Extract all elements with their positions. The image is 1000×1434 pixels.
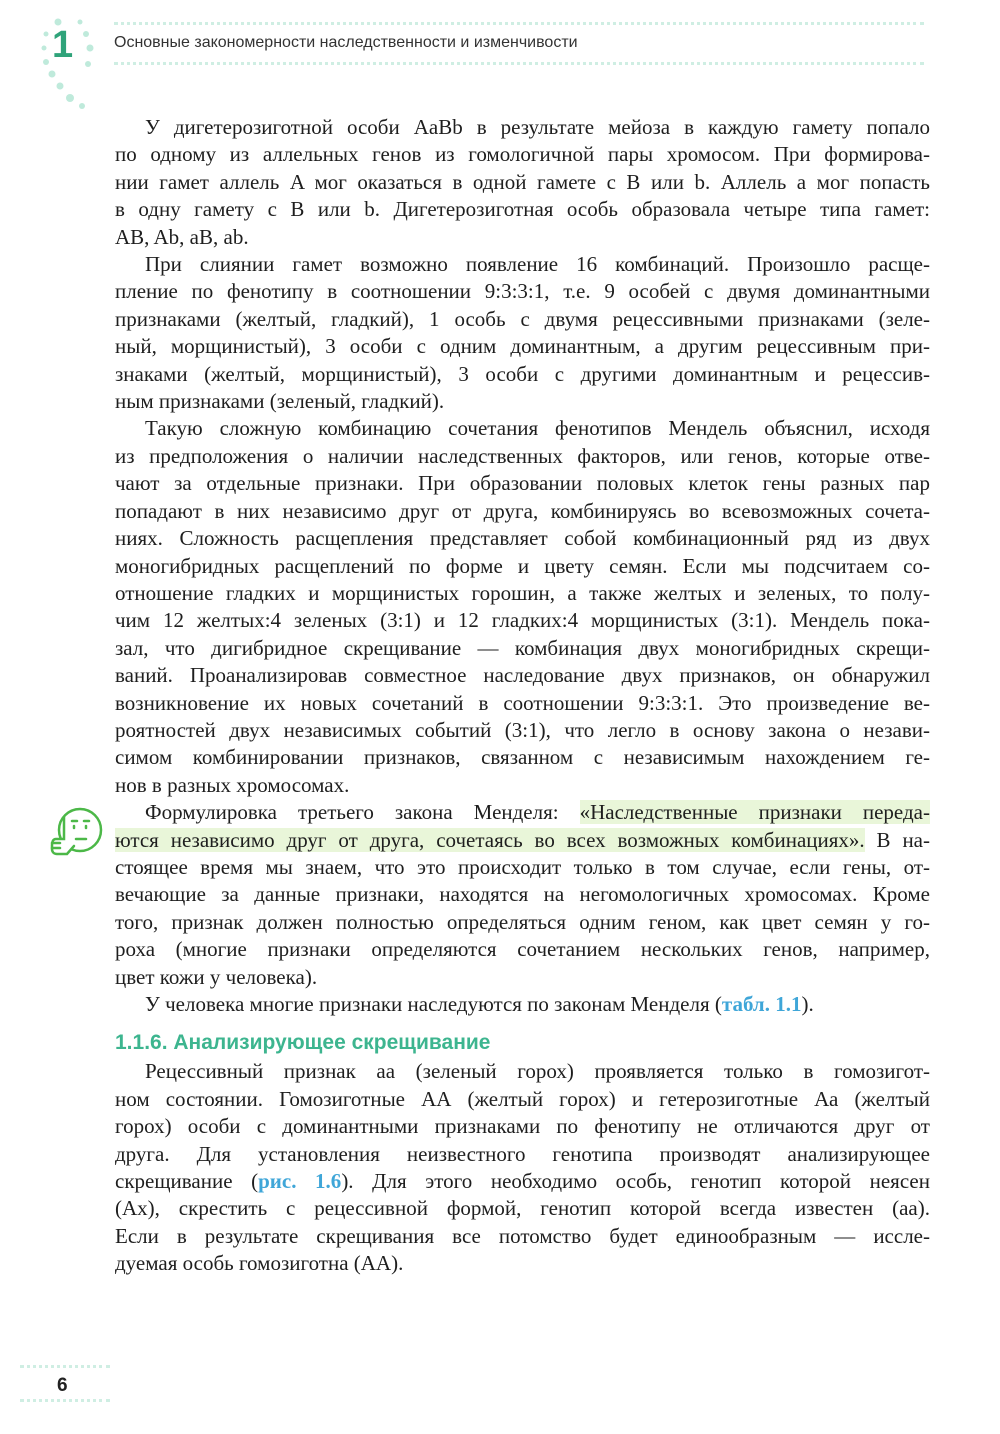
text-line: роха (многие признаки определяются сочетанием нескольких генов, например, [115, 937, 930, 962]
cross-reference-link[interactable]: рис. 1.6 [258, 1169, 342, 1194]
text-line [115, 799, 930, 826]
section-paragraphs [115, 1058, 930, 1277]
thinking-face-icon [46, 805, 104, 857]
highlighted-law-text: «Наследственные признаки переда- [579, 800, 930, 825]
section-heading: 1.1.6. Анализирующее скрещивание [115, 1031, 491, 1055]
text-line: Такую сложную комбинацию сочетания фенотипов Мендель объяснил, исходя [145, 416, 930, 441]
paragraphs [115, 114, 930, 1018]
paragraph [115, 251, 930, 415]
header-rule-bottom [114, 62, 924, 65]
text-segment: скрещивание ( [115, 1169, 259, 1194]
cross-reference-link[interactable]: табл. 1.1 [721, 992, 802, 1016]
text-line [115, 1168, 930, 1195]
text-line: горох) особи с доминантными признаками по фенотипу не отличаются друг от [115, 1114, 930, 1139]
text-line: моногибридных расщеплений по форме и цвету семян. Если мы подсчитаем со- [115, 553, 930, 578]
text-line: Если в результате скрещивания все потомство будет единообразным — иссле- [115, 1223, 930, 1248]
chapter-number: 1 [52, 24, 74, 66]
footer-rule-top [20, 1365, 110, 1368]
text-line: роятностей двух независимых событий (3:1), что легло в основу закона о незави- [115, 717, 930, 742]
text-line: попадают в них независимо друг от друга, комбинируясь во всевозможных сочета- [115, 498, 930, 523]
text-line: ниях. Сложность расщепления представляет собой комбинационный ряд из двух [115, 526, 930, 551]
text-line: цвет кожи у человека). [115, 964, 318, 989]
text-line: нии гамет аллель A мог оказаться в одной гамете с B или b. Аллель a мог попасть [115, 169, 930, 194]
text-line: признаками (желтый, гладкий), 1 особь с двумя рецессивными признаками (зеле- [115, 306, 930, 331]
text-line: знаками (желтый, морщинистый), 3 особи с другими доминантным и рецессив- [115, 361, 930, 386]
text-line: дуемая особь гомозиготна (АА). [115, 1251, 404, 1276]
paragraph [115, 1058, 930, 1277]
text-line: ваний. Проанализировав совместное наследование двух признаков, он обнаружил [115, 663, 930, 688]
text-line: по одному из аллельных генов из гомологичной пары хромосом. При формирова- [115, 142, 930, 167]
text-line: того, признак должен полностью определяться одним геном, как цвет семян у го- [115, 909, 930, 934]
text-line: ным признаками (зеленый, гладкий). [115, 389, 445, 414]
text-line: ный, морщинистый), 3 особи с одним доминантным, а другим рецессивным при- [115, 334, 930, 359]
header-rule-top [114, 22, 924, 25]
footer-rule-bottom [20, 1399, 110, 1402]
text-line: (Ах), скрестить с рецессивной формой, генотип которой всегда известен (аа). [115, 1196, 930, 1221]
text-line: стоящее время мы знаем, что это происходит только в том случае, если гены, от- [115, 854, 930, 879]
text-line: чают за отдельные признаки. При образовании половых клеток гены разных пар [115, 471, 930, 496]
text-segment: ). [801, 992, 814, 1016]
text-line: У дигетерозиготной особи AaBb в результате мейоза в каждую гамету попало [145, 115, 930, 139]
text-line: в одну гамету с B или b. Дигетерозиготная особь образовала четыре типа гамет: [115, 197, 930, 222]
text-line: вечающие за данные признаки, находятся на негомологичных хромосомах. Кроме [115, 882, 930, 907]
text-line: При слиянии гамет возможно появление 16 комбинаций. Произошло расще- [145, 252, 930, 277]
text-segment: У человека многие признаки наследуются по законам Менделя ( [145, 992, 722, 1016]
text-line [115, 991, 930, 1018]
text-line: возникновение их новых сочетаний в соотношении 9:3:3:1. Это произведение ве- [115, 690, 930, 715]
running-title: Основные закономерности наследственности и изменчивости [114, 34, 578, 51]
highlighted-law-text: ются независимо друг от друга, сочетаясь во всех возможных комбинациях». [115, 827, 865, 852]
paragraph [115, 415, 930, 799]
paragraph [115, 114, 930, 251]
text-line: друга. Для установления неизвестного генотипа производят анализирующее [115, 1141, 930, 1166]
text-line: зал, что дигибридное скрещивание — комбинация двух моногибридных скрещи- [115, 635, 930, 660]
text-line: из предположения о наличии наследственных факторов, или генов, которые отве- [115, 443, 930, 468]
text-line: AB, Ab, aB, ab. [115, 224, 249, 249]
page-number: 6 [57, 1375, 68, 1396]
text-line: чим 12 желтых:4 зеленых (3:1) и 12 гладких:4 морщинистых (3:1). Мендель пока- [115, 608, 930, 633]
text-segment: ). Для этого необходимо особь, генотип которой неясен [341, 1169, 930, 1194]
text-line: отношение гладких и морщинистых горошин, а также желтых и зеленых, то полу- [115, 580, 930, 605]
paragraph [115, 991, 930, 1018]
text-line: симом комбинировании признаков, связанном с независимым нахождением ге- [115, 745, 930, 770]
text-segment: Формулировка третьего закона Менделя: [145, 800, 580, 825]
text-line: Рецессивный признак аа (зеленый горох) проявляется только в гомозигот- [145, 1059, 930, 1084]
text-line: нов в разных хромосомах. [115, 772, 350, 797]
body-text [115, 114, 930, 1278]
text-line [115, 827, 930, 854]
text-line: пление по фенотипу в соотношении 9:3:3:1, т.е. 9 особей с двумя доминантными [115, 279, 930, 304]
text-line: ном состоянии. Гомозиготные АА (желтый горох) и гетерозиготные Аа (желтый [115, 1086, 930, 1111]
paragraph [115, 799, 930, 991]
text-segment: В на- [864, 827, 930, 852]
